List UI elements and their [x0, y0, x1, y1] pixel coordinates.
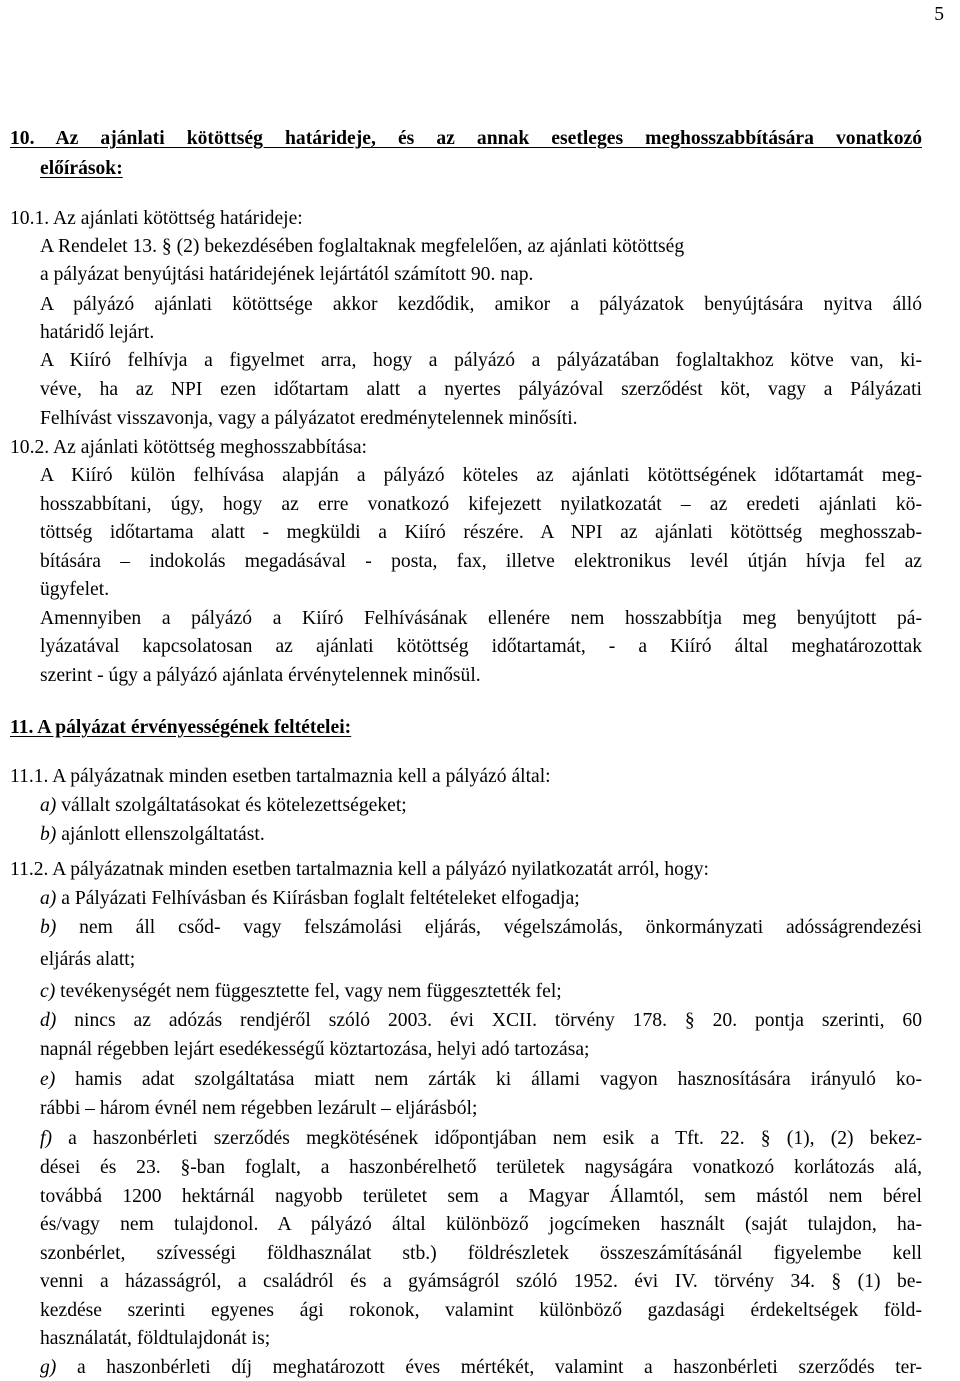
- list-marker: g): [40, 1357, 57, 1378]
- paragraph-line: ügyfelet.: [40, 579, 110, 600]
- paragraph-line: határidő lejárt.: [40, 322, 155, 343]
- paragraph-line: hosszabbítani, úgy, hogy az erre vonatkozó kifejezett nyilatkozatát – az eredeti ajánlati kö-: [40, 494, 922, 515]
- list-marker: a): [40, 795, 57, 816]
- list-item: [40, 1358, 922, 1378]
- paragraph-line: szonbérlet, szívességi földhasználat stb.) földrészletek összeszámításánál figyelembe kell: [40, 1243, 922, 1264]
- list-marker: e): [40, 1069, 56, 1090]
- paragraph-line: szerint - úgy a pályázó ajánlata érvénytelennek minősül.: [40, 665, 481, 686]
- list-marker: b): [40, 824, 57, 845]
- paragraph-line: eljárás alatt;: [40, 949, 136, 970]
- paragraph-line: használatát, földtulajdonát is;: [40, 1328, 271, 1349]
- subsection-11-1-label: 11.1. A pályázatnak minden esetben tartalmaznia kell a pályázó által:: [10, 766, 551, 787]
- paragraph-line: napnál régebben lejárt esedékességű köztartozása, helyi adó tartozása;: [40, 1039, 590, 1060]
- list-item: [40, 982, 562, 1002]
- list-item: [40, 889, 580, 909]
- page-number: 5: [934, 4, 944, 25]
- paragraph-line: rábbi – három évnél nem régebben lezárult – eljárásból;: [40, 1098, 478, 1119]
- list-item-text: nincs az adózás rendjéről szóló 2003. évi XCII. törvény 178. § 20. pontja szerinti, 60: [56, 1010, 922, 1031]
- list-item: [40, 825, 265, 845]
- paragraph-line: dései és 23. §-ban foglalt, a haszonbérelhető területek nagyságára vonatkozó korlátozás alá,: [40, 1157, 922, 1178]
- list-item-text: nem áll csőd- vagy felszámolási eljárás, végelszámolás, önkormányzati adósságrendezési: [56, 917, 922, 938]
- paragraph-line: véve, ha az NPI ezen időtartam alatt a nyertes pályázóval szerződést köt, vagy a Pályázati: [40, 379, 922, 400]
- list-marker: f): [40, 1128, 52, 1149]
- paragraph-line: továbbá 1200 hektárnál nagyobb területet sem a Magyar Államtól, sem mástól nem bérel: [40, 1186, 922, 1207]
- list-item-text: a haszonbérleti díj meghatározott éves mértékét, valamint a haszonbérleti szerződés ter-: [56, 1357, 922, 1378]
- list-item-text: hamis adat szolgáltatása miatt nem zárták ki állami vagyon hasznosítására irányuló ko-: [55, 1069, 922, 1090]
- paragraph-line: és/vagy nem tulajdonol. A pályázó által különböző jogcímeken használt (saját tulajdon, ha-: [40, 1214, 922, 1235]
- subsection-10-2-label: 10.2. Az ajánlati kötöttség meghosszabbítása:: [10, 437, 367, 458]
- list-marker: b): [40, 917, 57, 938]
- subsection-10-1-label: 10.1. Az ajánlati kötöttség határideje:: [10, 208, 303, 229]
- paragraph-line: A Kiíró felhívja a figyelmet arra, hogy a pályázó a pályázatában foglaltakhoz kötve van, ki-: [40, 350, 922, 371]
- paragraph-line: kezdése szerinti egyenes ági rokonok, valamint különböző gazdasági érdekeltségek föld-: [40, 1300, 922, 1321]
- section-10-heading-line-2: előírások:: [40, 158, 123, 179]
- paragraph-line: A Kiíró külön felhívása alapján a pályázó köteles az ajánlati kötöttségének időtartamát meg-: [40, 465, 922, 486]
- paragraph-line: töttség időtartama alatt - megküldi a Kiíró részére. A NPI az ajánlati kötöttség meghosszab-: [40, 522, 922, 543]
- section-10-heading-line-1: 10. Az ajánlati kötöttség határideje, és az annak esetleges meghosszabbítására vonatkozó: [10, 128, 922, 149]
- list-item: [40, 1129, 922, 1149]
- list-item-text: vállalt szolgáltatásokat és kötelezettségeket;: [56, 795, 407, 816]
- list-marker: c): [40, 981, 56, 1002]
- paragraph-line: Felhívást visszavonja, vagy a pályázatot eredménytelennek minősíti.: [40, 408, 578, 429]
- list-item-text: tevékenységét nem függesztette fel, vagy nem függesztették fel;: [55, 981, 562, 1002]
- list-item-text: ajánlott ellenszolgáltatást.: [56, 824, 265, 845]
- subsection-11-2-label: 11.2. A pályázatnak minden esetben tartalmaznia kell a pályázó nyilatkozatát arról, hogy:: [10, 859, 709, 880]
- paragraph-line: A Rendelet 13. § (2) bekezdésében foglaltaknak megfelelően, az ajánlati kötöttség: [40, 236, 685, 257]
- list-item-text: a haszonbérleti szerződés megkötésének időpontjában nem esik a Tft. 22. § (1), (2) bekez-: [51, 1128, 922, 1149]
- list-item: [40, 1011, 922, 1031]
- paragraph-line: a pályázat benyújtási határidejének lejártától számított 90. nap.: [40, 264, 534, 285]
- section-11-heading: 11. A pályázat érvényességének feltételei:: [10, 717, 352, 738]
- paragraph-line: bítására – indokolás megadásával - posta, fax, illetve elektronikus levél útján hívja fel az: [40, 551, 922, 572]
- paragraph-line: A pályázó ajánlati kötöttsége akkor kezdődik, amikor a pályázatok benyújtására nyitva álló: [40, 294, 922, 315]
- paragraph-line: lyázatával kapcsolatosan az ajánlati kötöttség időtartamát, - a Kiíró által meghatározottak: [40, 636, 922, 657]
- list-item: [40, 1070, 922, 1090]
- list-item-text: a Pályázati Felhívásban és Kiírásban foglalt feltételeket elfogadja;: [56, 888, 580, 909]
- list-item: [40, 918, 922, 938]
- paragraph-line: venni a házasságról, a családról és a gyámságról szóló 1952. évi IV. törvény 34. § (1) be-: [40, 1271, 922, 1292]
- list-marker: a): [40, 888, 57, 909]
- paragraph-line: Amennyiben a pályázó a Kiíró Felhívásának ellenére nem hosszabbítja meg benyújtott pá-: [40, 608, 922, 629]
- list-item: [40, 796, 407, 816]
- list-marker: d): [40, 1010, 57, 1031]
